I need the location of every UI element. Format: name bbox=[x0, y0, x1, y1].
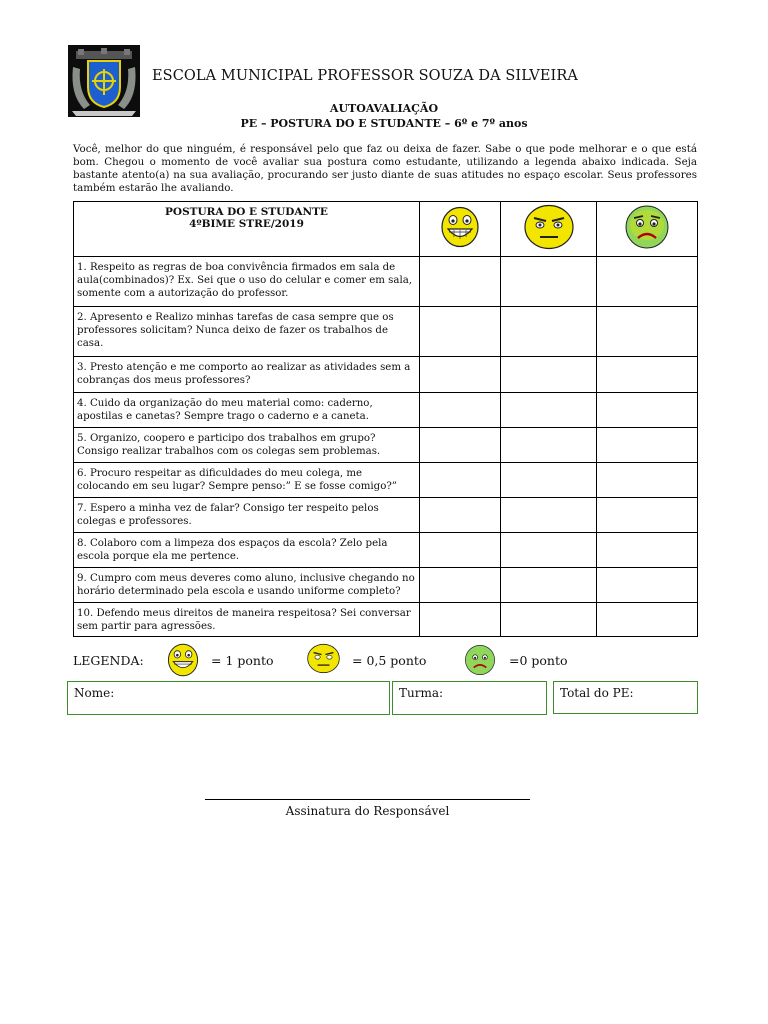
answer-cell-happy[interactable] bbox=[420, 393, 501, 428]
table-header-row bbox=[74, 202, 698, 257]
answer-cell-happy[interactable] bbox=[420, 428, 501, 463]
happy-face-icon bbox=[440, 206, 480, 248]
question-text: 4. Cuido da organização do meu material como: caderno, apostilas e canetas? Sempre trago o caderno e a caneta. bbox=[74, 393, 420, 428]
answer-cell-neutral[interactable] bbox=[501, 393, 597, 428]
answer-cell-neutral[interactable] bbox=[501, 307, 597, 357]
neutral-face-icon bbox=[307, 643, 340, 674]
answer-cell-neutral[interactable] bbox=[501, 603, 597, 637]
class-field-label: Turma: bbox=[399, 686, 444, 700]
table-row bbox=[74, 568, 698, 603]
answer-cell-neutral[interactable] bbox=[501, 463, 597, 498]
question-text: 7. Espero a minha vez de falar? Consigo ter respeito pelos colegas e professores. bbox=[74, 498, 420, 533]
question-text: 3. Presto atenção e me comporto ao realizar as atividades sem a cobranças dos meus professores? bbox=[74, 357, 420, 393]
answer-cell-happy[interactable] bbox=[420, 498, 501, 533]
legend-label: LEGENDA: bbox=[73, 653, 144, 668]
table-header-title: POSTURA DO E STUDANTE bbox=[165, 206, 328, 218]
question-text: 9. Cumpro com meus deveres como aluno, inclusive chegando no horário determinado pela escola e usando uniforme completo? bbox=[74, 568, 420, 603]
answer-cell-neutral[interactable] bbox=[501, 257, 597, 307]
document-title: AUTOAVALIAÇÃO bbox=[329, 102, 439, 115]
table-row bbox=[74, 393, 698, 428]
legend-neutral-value: = 0,5 ponto bbox=[352, 653, 427, 668]
name-field[interactable] bbox=[67, 681, 390, 715]
answer-cell-neutral[interactable] bbox=[501, 568, 597, 603]
question-text: 10. Defendo meus direitos de maneira respeitosa? Sei conversar sem partir para agressões. bbox=[74, 603, 420, 637]
answer-cell-sad[interactable] bbox=[597, 498, 698, 533]
school-name: ESCOLA MUNICIPAL PROFESSOR SOUZA DA SILVEIRA bbox=[152, 68, 578, 84]
answer-cell-neutral[interactable] bbox=[501, 498, 597, 533]
legend-sad-value: =0 ponto bbox=[509, 653, 568, 668]
table-row bbox=[74, 428, 698, 463]
legend bbox=[73, 648, 693, 676]
question-text: 8. Colaboro com a limpeza dos espaços da escola? Zelo pela escola porque ela me pertence. bbox=[74, 533, 420, 568]
answer-cell-sad[interactable] bbox=[597, 393, 698, 428]
table-header-period: 4ºBIME STRE/2019 bbox=[189, 218, 304, 230]
table-row bbox=[74, 357, 698, 393]
total-field-label: Total do PE: bbox=[560, 686, 634, 700]
sad-face-icon bbox=[624, 204, 670, 250]
self-evaluation-table bbox=[73, 201, 698, 637]
answer-cell-sad[interactable] bbox=[597, 568, 698, 603]
answer-cell-happy[interactable] bbox=[420, 307, 501, 357]
answer-cell-sad[interactable] bbox=[597, 463, 698, 498]
answer-cell-sad[interactable] bbox=[597, 603, 698, 637]
answer-cell-happy[interactable] bbox=[420, 257, 501, 307]
sad-column-header bbox=[597, 202, 698, 257]
neutral-face-icon bbox=[524, 204, 574, 250]
answer-cell-neutral[interactable] bbox=[501, 533, 597, 568]
legend-happy-value: = 1 ponto bbox=[211, 653, 274, 668]
happy-column-header bbox=[420, 202, 501, 257]
sad-face-icon bbox=[464, 644, 496, 676]
question-text: 6. Procuro respeitar as dificuldades do meu colega, me colocando em seu lugar? Sempre penso:” E se fosse comigo?” bbox=[74, 463, 420, 498]
answer-cell-sad[interactable] bbox=[597, 307, 698, 357]
table-row bbox=[74, 603, 698, 637]
signature-line bbox=[205, 799, 530, 800]
table-row bbox=[74, 498, 698, 533]
question-text: 5. Organizo, coopero e participo dos trabalhos em grupo? Consigo realizar trabalhos com os colegas sem problemas. bbox=[74, 428, 420, 463]
table-row bbox=[74, 463, 698, 498]
answer-cell-sad[interactable] bbox=[597, 428, 698, 463]
table-row bbox=[74, 533, 698, 568]
signature-label: Assinatura do Responsável bbox=[285, 804, 450, 818]
table-header-cell bbox=[74, 202, 420, 257]
answer-cell-sad[interactable] bbox=[597, 533, 698, 568]
happy-face-icon bbox=[166, 643, 200, 677]
answer-cell-neutral[interactable] bbox=[501, 428, 597, 463]
answer-cell-happy[interactable] bbox=[420, 533, 501, 568]
total-field[interactable] bbox=[553, 681, 698, 714]
answer-cell-happy[interactable] bbox=[420, 463, 501, 498]
answer-cell-happy[interactable] bbox=[420, 357, 501, 393]
neutral-column-header bbox=[501, 202, 597, 257]
question-text: 1. Respeito as regras de boa convivência firmados em sala de aula(combinados)? Ex. Sei que o uso do celular e comer em sala, somente com a autorização do professor. bbox=[74, 257, 420, 307]
answer-cell-sad[interactable] bbox=[597, 357, 698, 393]
table-row bbox=[74, 307, 698, 357]
answer-cell-neutral[interactable] bbox=[501, 357, 597, 393]
answer-cell-happy[interactable] bbox=[420, 568, 501, 603]
name-field-label: Nome: bbox=[74, 686, 115, 700]
answer-cell-sad[interactable] bbox=[597, 257, 698, 307]
table-row bbox=[74, 257, 698, 307]
intro-paragraph: Você, melhor do que ninguém, é responsável pelo que faz ou deixa de fazer. Sabe o que pode melhorar e o que está bom. Chegou o momento de você avaliar sua postura como estudante, utilizando a legenda abaixo indicada. Seja bastante atento(a) na sua avaliação, procurando ser justo diante de suas atitudes no espaço escolar. Seus professores também estarão lhe avaliando. bbox=[73, 143, 697, 194]
answer-cell-happy[interactable] bbox=[420, 603, 501, 637]
document-subtitle: PE – POSTURA DO E STUDANTE – 6º e 7º anos bbox=[240, 117, 528, 130]
question-text: 2. Apresento e Realizo minhas tarefas de casa sempre que os professores solicitam? Nunca deixo de fazer os trabalhos de casa. bbox=[74, 307, 420, 357]
class-field[interactable] bbox=[392, 681, 547, 715]
